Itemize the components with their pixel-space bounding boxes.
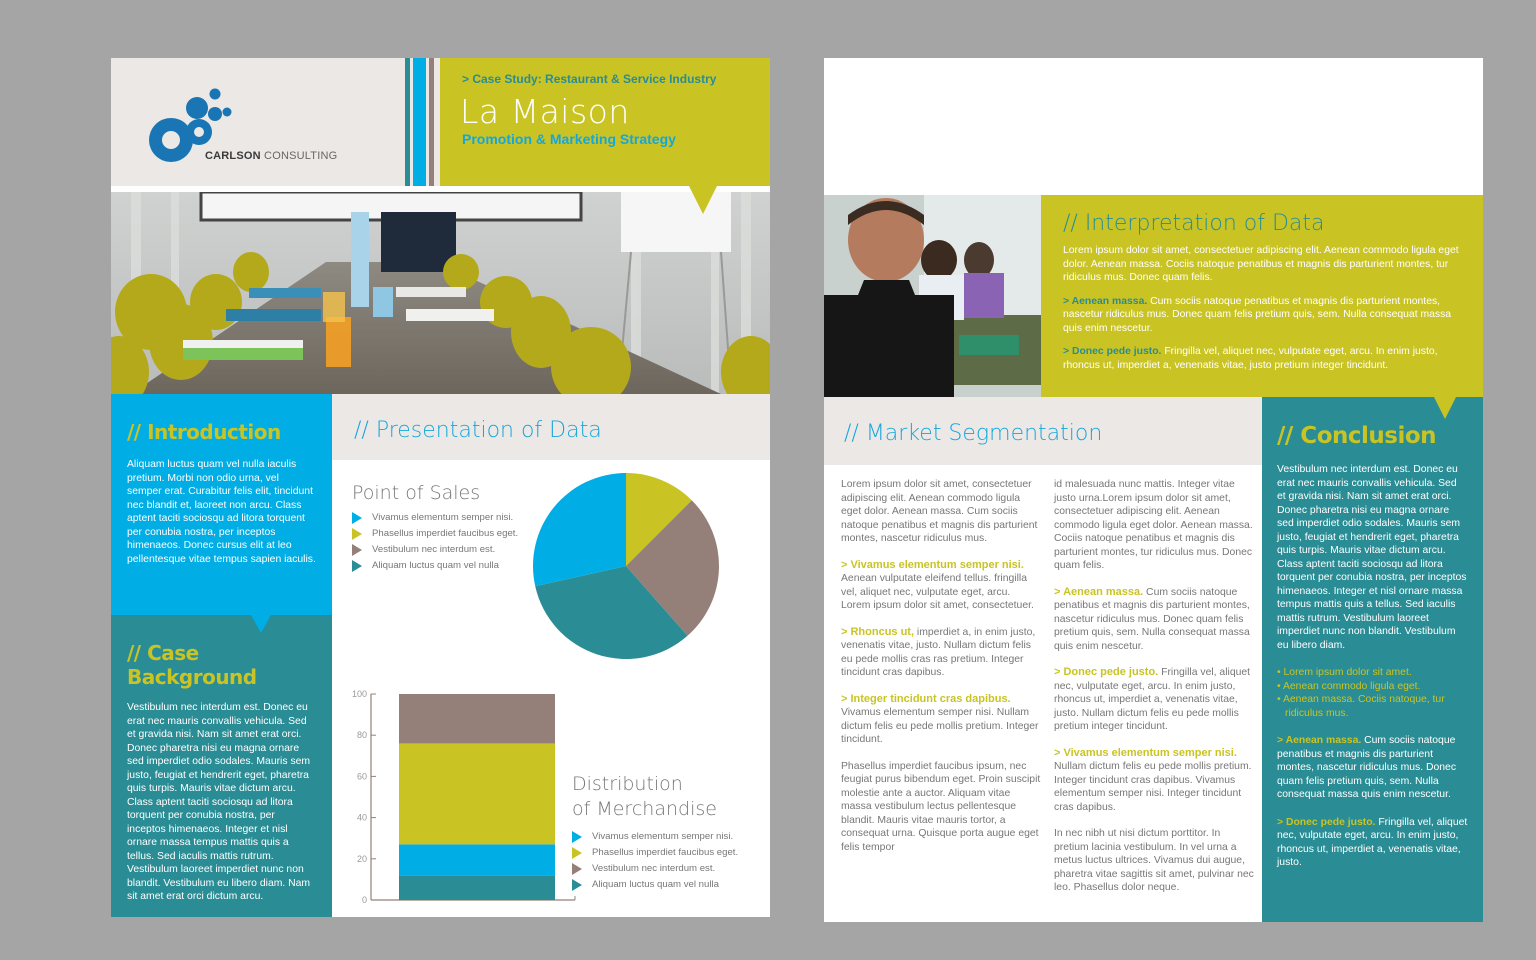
paragraph: > Aenean massa. Cum sociis natoque penatibus et magnis dis parturient montes, nascetur ridiculus mus. Donec quam felis pretium quis, sem. Nulla consequat massa quis enim nescetur. xyxy=(1054,585,1250,652)
brochure-page-2 xyxy=(824,58,1483,922)
paragraph: > Rhoncus ut, imperdiet a, in enim justo, venenatis vitae, justo. Nullam dictum felis eu pede mollis cras ras pretium. Integer tincidunt cras dapibus. xyxy=(841,625,1036,678)
conclusion-heading: // Conclusion xyxy=(1277,423,1437,449)
triangle-marker-icon xyxy=(572,847,582,859)
bar-segment xyxy=(399,694,555,743)
paragraph: > Donec pede justo. Fringilla vel, aliquet nec, vulputate eget, arcu. In enim justo, rhoncus ut, imperdiet a, venenatis vitae, justo. Nullam dictum felis eu pede mollis pretium integer tincidunt. xyxy=(1054,666,1251,732)
triangle-marker-icon xyxy=(352,560,362,572)
legend-item: Phasellus imperdiet faucibus eget. xyxy=(352,526,518,542)
introduction-heading: // Introduction xyxy=(127,420,281,444)
market-segmentation-heading: // Market Segmentation xyxy=(844,421,1103,446)
case-background-heading: // Case Background xyxy=(127,641,257,689)
svg-text:100: 100 xyxy=(351,689,367,699)
conclusion-bullet-list xyxy=(1277,666,1468,720)
document-subtitle: Promotion & Marketing Strategy xyxy=(462,131,676,147)
paragraph: id malesuada nunc mattis. Integer vitae justo urna.Lorem ipsum dolor sit amet, consectetuer adipiscing elit. Aenean commodo ligula eget dolor. Aenean massa. Cociis natoque penatibus et magnis dis parturient montes, tur ridiculus mus. Donec quam felis. xyxy=(1054,479,1253,571)
conclusion-paragraph: > Aenean massa. Cum sociis natoque penatibus et magnis dis parturient montes, nascetur ridiculus mus. Donec quam felis pretium quis, sem. Nulla consequat massa quis enim nescetur. xyxy=(1277,735,1457,800)
legend-item: Vivamus elementum semper nisi. xyxy=(352,510,518,526)
paragraph: > Vivamus elementum semper nisi. Aenean vulputate eleifend tellus. fringilla vel, aliquet nec, vulputate eget, arcu. Lorem ipsum dolor sit amet, consectetuer. xyxy=(841,558,1034,611)
case-study-kicker: > Case Study: Restaurant & Service Industry xyxy=(462,72,717,86)
legend-item: Phasellus imperdiet faucibus eget. xyxy=(572,845,738,861)
bar-segment xyxy=(399,844,555,875)
paragraph: > Integer tincidunt cras dapibus. Vivamus elementum semper nisi. Nullam dictum felis eu pede mollis pretium. Integer tincidunt. xyxy=(841,692,1039,745)
bullet-item: • Lorem ipsum dolor sit amet. xyxy=(1277,667,1412,678)
triangle-marker-icon xyxy=(352,528,362,540)
triangle-marker-icon xyxy=(352,544,362,556)
decorative-stripes xyxy=(401,58,440,186)
introduction-section xyxy=(111,394,332,615)
bar-segment xyxy=(399,875,555,900)
brand-name: CARLSON CONSULTING xyxy=(205,150,338,162)
paragraph: Lorem ipsum dolor sit amet, consectetuer adipiscing elit. Aenean commodo ligula eget dolor. Aenean massa. Cum sociis natoque penatibus et magnis dis parturient montes, nascetur ridiculus mus. xyxy=(841,479,1038,544)
bullet-item: • Aenean commodo ligula eget. xyxy=(1277,680,1421,692)
triangle-marker-icon xyxy=(572,831,582,843)
presentation-header xyxy=(332,394,770,460)
legend-item: Aliquam luctus quam vel nulla xyxy=(572,877,738,893)
svg-text:60: 60 xyxy=(356,771,367,782)
logo-area xyxy=(111,58,401,186)
case-background-body: Vestibulum nec interdum est. Donec eu erat nec mauris convallis vehicula. Sed et gravida nisi. Nam sit amet erat orci. Donec pharetra nisi eu magna ornare sed imperdiet odio sodales. Mauris sem justo, feugiat et hendrerit eget, pharetra quis turpis. Mauris vitae dictum arcu. Class aptent taciti sociosqu ad litora torquent per conubia nostra, per inceptos himenaeos. Integer et nisl ornare massa tempus mattis quis a tellus. Sed iaculis mattis rutrum. Vestibulum laoreet imperdiet nunc non blandit. Vestibulum eu libero diam. Nam sit amet erat orci dictum arcu. xyxy=(127,702,311,902)
conference-room-photo xyxy=(111,192,770,394)
triangle-marker-icon xyxy=(572,863,582,875)
header-title-block xyxy=(440,58,770,186)
svg-text:0: 0 xyxy=(361,895,367,905)
introduction-pointer xyxy=(251,615,271,633)
conclusion-section xyxy=(1262,397,1483,922)
bullet-item: • Aenean massa. Cociis natoque, tur ridiculus mus. xyxy=(1277,694,1445,719)
paragraph: > Vivamus elementum semper nisi. Nullam dictum felis eu pede mollis pretium. Integer tincidunt cras dapibus. Vivamus elementum semper nisi. Integer tincidunt cras dapibus. xyxy=(1054,746,1252,813)
market-segmentation-column-1 xyxy=(841,478,1041,867)
interpretation-heading: // Interpretation of Data xyxy=(1063,211,1325,236)
conclusion-pointer xyxy=(1434,397,1456,419)
market-segmentation-column-2 xyxy=(1054,478,1254,908)
svg-text:20: 20 xyxy=(356,853,367,864)
interpretation-section xyxy=(1041,195,1483,397)
triangle-marker-icon xyxy=(572,879,582,891)
header-pointer xyxy=(689,186,717,214)
paragraph: In nec nibh ut nisi dictum porttitor. In pretium lacinia vestibulum. In vel urna a metus luctus ultrices. Vivamus dui augue, pharetra vitae sagittis sit amet, pulvinar nec leo. Phasellus dolor neque. xyxy=(1054,828,1254,893)
paragraph: Phasellus imperdiet faucibus ipsum, nec feugiat purus bibendum eget. Proin suscipit molestie ante a auctor. Aliquam vitae massa vestibulum lectus pellentesque blandit. Mauris vitae mauris tortor, a consequat urna. Quisque porta augue eget felis tempor xyxy=(841,760,1041,853)
legend-item: Vivamus elementum semper nisi. xyxy=(572,829,738,845)
distribution-stacked-bar-chart xyxy=(339,686,579,906)
interpretation-paragraph: > Aenean massa. Cum sociis natoque penatibus et magnis dis parturient montes, nascetur ridiculus mus. Donec quam felis pretium quis, sem. Nulla consequat massa quis enim nescetur. xyxy=(1063,295,1452,334)
document-title: La Maison xyxy=(460,92,630,131)
interpretation-paragraph: > Donec pede justo. Fringilla vel, aliquet nec, vulputate eget, arcu. In enim justo, rhoncus ut, imperdiet a, venenatis vitae, justo pretium integer tincidunt. xyxy=(1063,346,1438,371)
introduction-body: Aliquam luctus quam vel nulla iaculis pretium. Morbi non odio urna, vel semper erat. Curabitur felis elit, tincidunt nec blandit et, laoreet non arcu. Class aptent taciti sociosqu ad litora torquent per conubia nostra, per inceptos himenaeos. Donec cursus elit at leo pellentesque vitae tempus sapien iaculis. xyxy=(127,459,316,565)
case-background-section xyxy=(111,615,332,917)
svg-text:40: 40 xyxy=(356,812,367,823)
presentation-heading: // Presentation of Data xyxy=(354,418,602,443)
point-of-sales-title: Point of Sales xyxy=(352,482,481,504)
distribution-title: Distribution of Merchandise xyxy=(572,773,717,820)
triangle-marker-icon xyxy=(352,512,362,524)
conclusion-body: Vestibulum nec interdum est. Donec eu erat nec mauris convallis vehicula. Sed et gravida nisi. Nam sit amet erat orci. Donec pharetra nisi eu magna ornare sed imperdiet odio sodales. Mauris sem justo, feugiat et hendrerit eget, pharetra quis turpis. Mauris vitae dictum arcu. Class aptent taciti sociosqu ad litora torquent per conubia nostra, per inceptos himenaeos. Integer et nisl ornare massa tempus mattis quis a tellus. Sed iaculis mattis rutrum. Vestibulum laoreet imperdiet nunc non blandit. Vestibulum eu libero diam. xyxy=(1277,464,1467,651)
conclusion-paragraph: > Donec pede justo. Fringilla vel, aliquet nec, vulputate eget, arcu. In enim justo, rhoncus ut, imperdiet a, venenatis vitae, justo. xyxy=(1277,816,1468,868)
point-of-sales-legend xyxy=(352,510,518,574)
point-of-sales-pie-chart xyxy=(532,472,720,660)
market-segmentation-header xyxy=(824,397,1262,465)
svg-text:80: 80 xyxy=(356,730,367,741)
legend-item: Vestibulum nec interdum est. xyxy=(572,861,738,877)
legend-item: Vestibulum nec interdum est. xyxy=(352,542,518,558)
brochure-page-1 xyxy=(111,58,770,917)
bar-segment xyxy=(399,743,555,844)
legend-item: Aliquam luctus quam vel nulla xyxy=(352,558,518,574)
interpretation-paragraph: Lorem ipsum dolor sit amet, consectetuer adipiscing elit. Aenean commodo ligula eget dolor. Aenean massa. Cociis natoque penatibus et magnis dis parturient montes, tur ridiculus mus. Donec quam felis. xyxy=(1063,245,1459,283)
distribution-legend xyxy=(572,829,738,893)
consultant-portrait-photo xyxy=(824,195,1041,397)
